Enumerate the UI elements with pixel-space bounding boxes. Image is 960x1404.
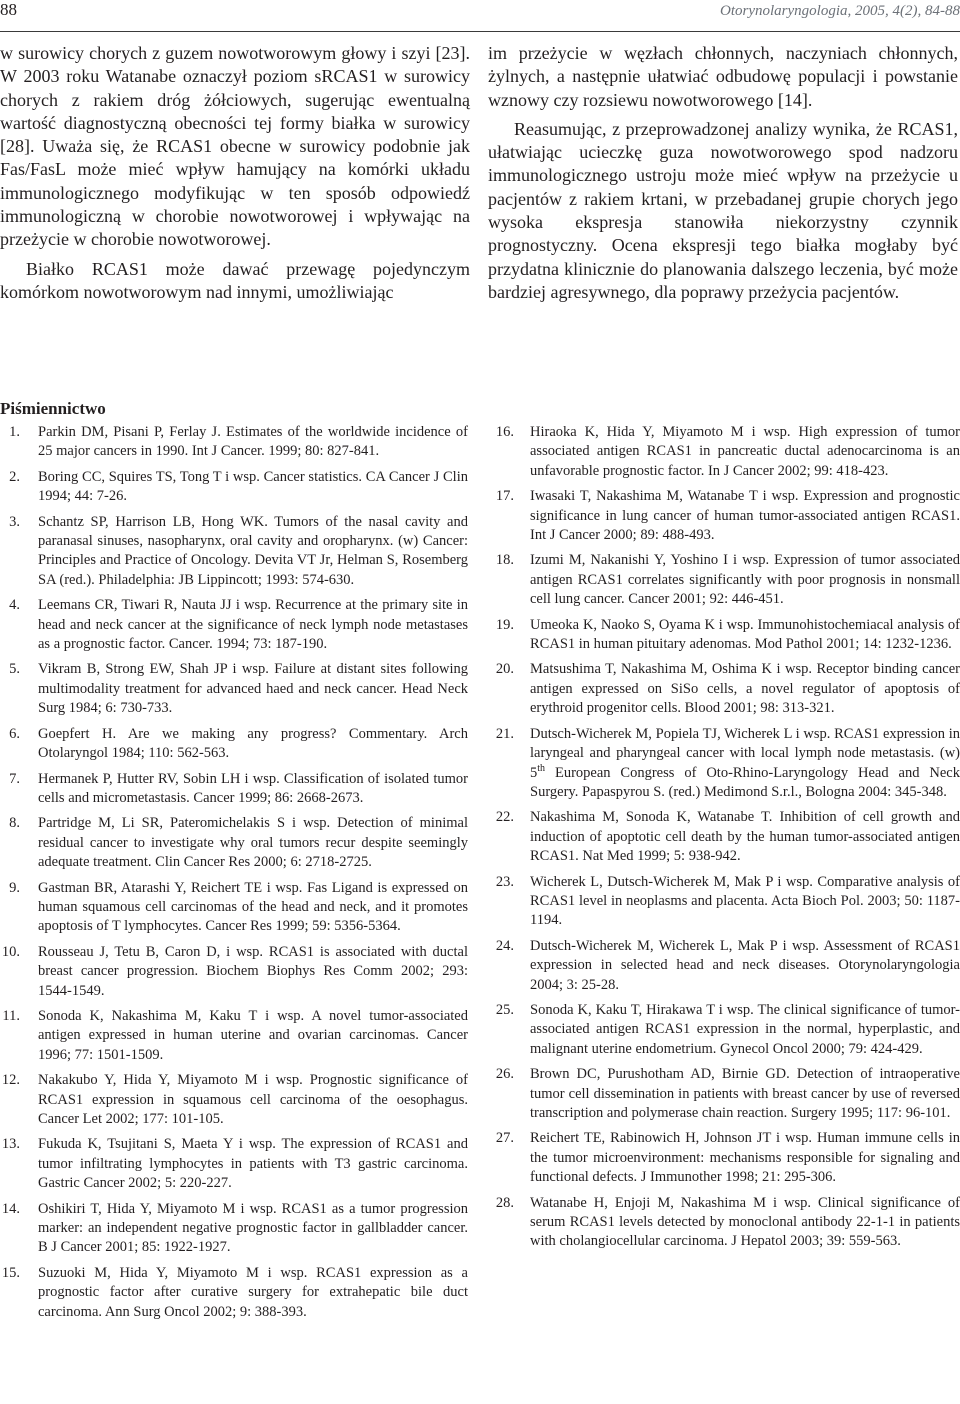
reference-number: 27.	[495, 1130, 514, 1147]
reference-text: Parkin DM, Pisani P, Ferlay J. Estimates of the worldwide incidence of 25 major cancers in 1990. Int J Cancer. 1999; 80: 827-841.	[38, 424, 468, 460]
reference-text: Brown DC, Purushotham AD, Birnie GD. Detection of intraoperative tumor cell dissemination in patients with breast cancer by use of reversed transcription and polymerase chain reaction. Surgery 1995; 117: 96-101.	[530, 1066, 960, 1121]
reference-number: 16.	[495, 424, 514, 440]
reference-text: Oshikiri T, Hida Y, Miyamoto M i wsp. RCAS1 as a tumor progression marker: an independent negative prognostic factor in gallbladder cancer. B J Cancer 2001; 85: 1922-1927.	[38, 1200, 468, 1256]
reference-item	[492, 616, 960, 655]
reference-item	[492, 487, 960, 545]
reference-text: Sonoda K, Nakashima M, Kaku T i wsp. A novel tumor-associated antigen expressed in human uterine and ovarian carcinomas. Cancer 1996; 77: 1501-1509.	[38, 1007, 468, 1063]
reference-item	[492, 1065, 960, 1123]
body-paragraph: w surowicy chorych z guzem nowotworowym głowy i szyi [23]. W 2003 roku Watanabe oznaczył poziom sRCAS1 w surowicy chorych z rakiem dróg żółciowych, sugerując ewentualną wartość diagnostyczną obecności tej formy białka w surowicy [28]. Uważa się, że RCAS1 obecne w surowicy podobnie jak Fas/FasL może mieć wpływ hamujący na komórki układu immunologicznego modyfikując w ten sposób odpowiedź immunologiczną w chorobie nowotworowej i wpływając na przeżycie w chorobie nowotworowej.	[0, 43, 470, 250]
reference-text: Matsushima T, Nakashima M, Oshima K i wsp. Receptor binding cancer antigen expressed on SiSo cells, a novel regulator of apoptosis of erythroid progenitor cells. Blood 2001; 98: 313-321.	[530, 661, 960, 717]
reference-item	[0, 468, 468, 507]
reference-number: 3.	[9, 513, 20, 530]
reference-item	[492, 660, 960, 718]
reference-number: 17.	[495, 488, 514, 505]
reference-item	[492, 873, 960, 931]
reference-text: Boring CC, Squires TS, Tong T i wsp. Cancer statistics. CA Cancer J Clin 1994; 44: 7-26.	[38, 468, 468, 505]
reference-text: Partridge M, Li SR, Pateromichelakis S i wsp. Detection of minimal residual cancer to investigate why oral tumors recur despite seemingly adequate treatment. Clin Cancer Res 2000; 6: 2718-2725.	[38, 815, 468, 871]
reference-item	[0, 596, 468, 654]
reference-item	[492, 423, 960, 481]
reference-item	[0, 814, 468, 872]
reference-item	[0, 879, 468, 937]
reference-text: Izumi M, Nakanishi Y, Yoshino I i wsp. Expression of tumor associated antigen RCAS1 correlates significantly with poor prognosis in nonsmall cell lung cancer. Cancer 2001; 92: 446-451.	[530, 552, 960, 608]
reference-item	[0, 725, 468, 764]
reference-number: 8.	[9, 815, 20, 832]
reference-number: 15.	[1, 1264, 20, 1281]
reference-text: Watanabe H, Enjoji M, Nakashima M i wsp. Clinical significance of serum RCAS1 levels detected by monoclonal antibody 22-1-1 in patients with cholangiocellular carcinoma. J Hepatol 2003; 39: 559-563.	[530, 1194, 960, 1250]
reference-number: 10.	[1, 943, 20, 960]
body-column-right	[488, 42, 958, 304]
reference-text: Reichert TE, Rabinowich H, Johnson JT i wsp. Human immune cells in the tumor microenvironment: mechanisms responsible for signaling and functional defects. J Immunother 1998; 21: 295-306.	[530, 1130, 960, 1186]
reference-number: 4.	[9, 597, 20, 614]
reference-number: 26.	[495, 1066, 514, 1083]
reference-number: 9.	[9, 879, 20, 896]
reference-item	[492, 1194, 960, 1252]
reference-number: 13.	[1, 1136, 20, 1153]
reference-text: Dutsch-Wicherek M, Wicherek L, Mak P i wsp. Assessment of RCAS1 expression in selected head and neck diseases. Otorynolaryngologia 2004; 3: 25-28.	[530, 937, 960, 993]
reference-number: 28.	[495, 1194, 514, 1211]
reference-number: 21.	[495, 725, 514, 742]
reference-item	[0, 660, 468, 718]
reference-number: 20.	[495, 661, 514, 678]
reference-text: Wicherek L, Dutsch-Wicherek M, Mak P i wsp. Comparative analysis of RCAS1 level in neoplasms and placenta. Acta Bioch Pol. 2003; 50: 1187-1194.	[530, 873, 960, 929]
reference-item	[0, 1200, 468, 1258]
reference-item	[492, 1129, 960, 1187]
reference-item	[0, 1135, 468, 1193]
body-paragraph: im przeżycie w węzłach chłonnych, naczyniach chłonnych, żylnych, a następnie ułatwiać odbudowę populacji i powstanie wznowy czy rozsiewu nowotworowego [14].	[488, 43, 958, 110]
reference-number: 11.	[2, 1007, 20, 1024]
reference-item	[0, 1007, 468, 1065]
reference-number: 22.	[495, 809, 514, 826]
reference-text: Fukuda K, Tsujitani S, Maeta Y i wsp. The expression of RCAS1 and tumor infiltrating lymphocytes in patients with T3 gastric carcinoma. Gastric Cancer 2002; 5: 220-227.	[38, 1136, 468, 1192]
reference-text: Hiraoka K, Hida Y, Miyamoto M i wsp. High expression of tumor associated antigen RCAS1 in pancreatic ductal adenocarcinoma is an unfavorable prognostic factor. In J Cancer 2002; 99: 418-423.	[530, 424, 960, 479]
reference-text: Schantz SP, Harrison LB, Hong WK. Tumors of the nasal cavity and paranasal sinuses, nasopharynx, oral cavity and oropharynx. (w) Cancer: Principles and Practice of Oncology. Devita VT Jr, Helman S, Rosemberg SA (red.). Philadelphia: JB Lippincott; 1993: 574-630.	[38, 513, 468, 588]
reference-item	[0, 770, 468, 809]
reference-text: Hermanek P, Hutter RV, Sobin LH i wsp. Classification of isolated tumor cells and micrometastasis. Cancer 1999; 86: 2668-2673.	[38, 770, 468, 806]
reference-item	[0, 1071, 468, 1129]
reference-text: Gastman BR, Atarashi Y, Reichert TE i wsp. Fas Ligand is expressed on human squamous cell carcinomas of the head and neck, and it promotes apoptosis of T lymphocytes. Cancer Res 1999; 59: 5356-5364.	[38, 879, 468, 935]
body-paragraph: Białko RCAS1 może dawać przewagę pojedynczym komórkom nowotworowym nad innymi, umożliwiając	[0, 258, 470, 302]
references-column-right	[492, 423, 960, 1258]
reference-item	[0, 943, 468, 1001]
reference-text: Vikram B, Strong EW, Shah JP i wsp. Failure at distant sites following multimodality treatment for advanced haed and neck cancer. Head Neck Surg 1984; 6: 730-733.	[38, 661, 468, 717]
reference-item	[0, 1264, 468, 1322]
reference-item	[492, 1001, 960, 1059]
reference-text: Nakakubo Y, Hida Y, Miyamoto M i wsp. Prognostic significance of RCAS1 expression in squamous cell carcinoma of the oesophagus. Cancer Let 2002; 177: 101-105.	[38, 1072, 468, 1127]
reference-item	[492, 808, 960, 866]
reference-text-continued: European Congress of Oto-Rhino-Laryngology Head and Neck Surgery. Papaspyrou S. (red.) Medimond S.r.l., Bologna 2004: 345-348.	[530, 764, 960, 800]
reference-text: Suzuoki M, Hida Y, Miyamoto M i wsp. RCAS1 expression as a prognostic factor after curative surgery for extrahepatic bile duct carcinoma. Ann Surg Oncol 2002; 9: 388-393.	[38, 1264, 468, 1320]
reference-item	[0, 513, 468, 591]
reference-text: Dutsch-Wicherek M, Popiela TJ, Wicherek L i wsp. RCAS1 expression in laryngeal and pharyngeal cancer with local lymph node metastasis. (w) 5	[530, 725, 960, 781]
reference-number: 25.	[495, 1001, 514, 1018]
reference-number: 1.	[9, 424, 20, 440]
reference-text: Rousseau J, Tetu B, Caron D, i wsp. RCAS1 is associated with ductal breast cancer progression. Biochem Biophys Res Comm 2002; 293: 1544-1549.	[38, 943, 468, 999]
reference-item	[492, 937, 960, 995]
reference-text: Leemans CR, Tiwari R, Nauta JJ i wsp. Recurrence at the primary site in head and neck cancer at the significance of neck lymph node metastases as a prognostic factor. Cancer. 1994; 73: 187-190.	[38, 597, 468, 653]
reference-item	[492, 551, 960, 609]
journal-citation: Otorynolaryngologia, 2005, 4(2), 84-88	[720, 3, 960, 19]
reference-superscript: th	[537, 762, 546, 774]
reference-number: 7.	[9, 770, 20, 787]
reference-number: 14.	[1, 1200, 20, 1217]
reference-text: Sonoda K, Kaku T, Hirakawa T i wsp. The clinical significance of tumor-associated antigen RCAS1 expression in the normal, hyperplastic, and malignant uterine endometrium. Gynecol Oncol 2000; 79: 424-429.	[530, 1001, 960, 1057]
reference-number: 5.	[9, 661, 20, 678]
reference-number: 18.	[495, 552, 514, 569]
reference-text: Goepfert H. Are we making any progress? Commentary. Arch Otolaryngol 1984; 110: 562-563.	[38, 725, 468, 762]
reference-number: 6.	[9, 725, 20, 742]
reference-text: Nakashima M, Sonoda K, Watanabe T. Inhibition of cell growth and induction of apoptotic cell death by the human tumor-associated antigen RCAS1. Nat Med 1999; 5: 938-942.	[530, 809, 960, 865]
page-number: 88	[0, 0, 17, 19]
reference-number: 12.	[1, 1072, 20, 1089]
reference-number: 24.	[495, 937, 514, 954]
reference-item	[0, 423, 468, 462]
reference-number: 23.	[495, 873, 514, 890]
body-paragraph: Reasumując, z przeprowadzonej analizy wynika, że RCAS1, ułatwiając ucieczkę guza nowotworowego spod nadzoru immunologicznego ustroju może mieć wpływ na przeżycie u pacjentów z rakiem krtani, w przebadanej grupie chorych jego wysoka ekspresja stanowiła niekorzystny czynnik prognostyczny. Ocena ekspresji tego białka mogłaby być przydatna klinicznie do planowania dalszego leczenia, być może bardziej agresywnego, dla poprawy przeżycia pacjentów.	[488, 118, 958, 302]
reference-number: 2.	[9, 468, 20, 485]
reference-number: 19.	[495, 616, 514, 633]
reference-text: Umeoka K, Naoko S, Oyama K i wsp. Immunohistochemiacal analysis of RCAS1 in human pituitary adenomas. Mod Pathol 2001; 14: 1232-1236.	[530, 616, 960, 653]
references-column-left	[0, 423, 468, 1328]
references-heading: Piśmiennictwo	[0, 399, 106, 418]
running-header	[0, 0, 960, 32]
reference-item	[492, 725, 960, 803]
reference-text: Iwasaki T, Nakashima M, Watanabe T i wsp. Expression and prognostic significance in lung cancer of human tumor-associated antigen RCAS1. Int J Cancer 2000; 89: 488-493.	[530, 488, 960, 544]
body-column-left	[0, 42, 470, 304]
